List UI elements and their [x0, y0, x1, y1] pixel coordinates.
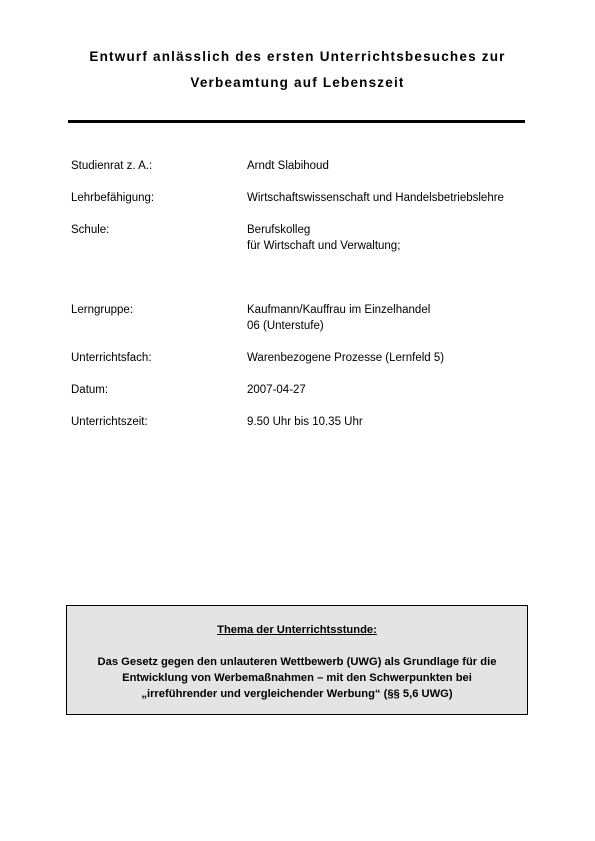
info-value-line: Berufskolleg: [247, 224, 311, 236]
info-label: Lehrbefähigung:: [71, 192, 155, 204]
info-label: Lerngruppe:: [71, 304, 134, 316]
info-label: Schule:: [71, 224, 110, 236]
info-value-line: Wirtschaftswissenschaft und Handelsbetriebslehre: [247, 192, 504, 204]
theme-text: [67, 654, 527, 702]
info-value-line: für Wirtschaft und Verwaltung;: [247, 240, 401, 252]
theme-heading: Thema der Unterrichtsstunde:: [217, 624, 377, 636]
document-title: [0, 44, 595, 96]
info-value: [247, 158, 537, 174]
info-value: [247, 382, 537, 398]
info-label: Studienrat z. A.:: [71, 160, 153, 172]
info-value: [247, 222, 537, 254]
info-value-line: 2007-04-27: [247, 384, 306, 396]
info-value-line: Arndt Slabihoud: [247, 160, 329, 172]
title-line-2: Verbeamtung auf Lebenszeit: [190, 75, 405, 90]
theme-text-line: „irreführender und vergleichender Werbung“ (§§ 5,6 UWG): [141, 688, 453, 700]
info-value: [247, 350, 537, 366]
info-value-line: 06 (Unterstufe): [247, 320, 324, 332]
info-value: [247, 414, 537, 430]
info-value: [247, 190, 537, 206]
info-value-line: Kaufmann/Kauffrau im Einzelhandel: [247, 304, 431, 316]
theme-box: [66, 605, 528, 715]
info-label: Datum:: [71, 384, 109, 396]
info-label: Unterrichtszeit:: [71, 416, 148, 428]
info-value-line: 9.50 Uhr bis 10.35 Uhr: [247, 416, 363, 428]
info-value-line: Warenbezogene Prozesse (Lernfeld 5): [247, 352, 445, 364]
info-label: Unterrichtsfach:: [71, 352, 152, 364]
info-value: [247, 302, 537, 334]
theme-text-line: Entwicklung von Werbemaßnahmen – mit den Schwerpunkten bei: [122, 672, 472, 684]
title-divider: [68, 120, 525, 123]
theme-text-line: Das Gesetz gegen den unlauteren Wettbewerb (UWG) als Grundlage für die: [97, 656, 497, 668]
title-line-1: Entwurf anlässlich des ersten Unterrichtsbesuches zur: [89, 49, 506, 64]
